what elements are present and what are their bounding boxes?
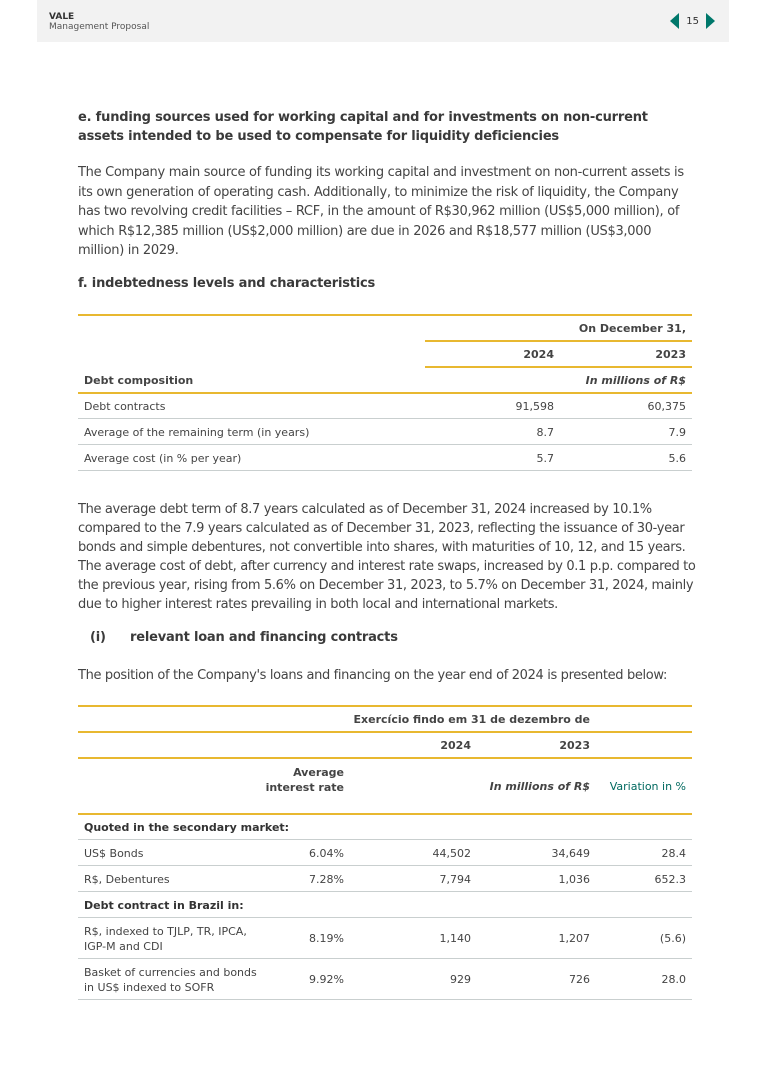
section-i-heading [90,630,398,645]
value-2023: 1,036 [558,873,590,886]
value-2024: 5.7 [536,452,554,465]
value-2023: 1,207 [558,932,590,945]
group-title: Quoted in the secondary market: [84,821,290,834]
rate-value: 6.04% [309,847,344,860]
section-f-paragraph: The average debt term of 8.7 years calculated as of December 31, 2024 increased by 10.1% compared to the 7.9 years calculated as of December 31, 2023, reflecting the issuance of 30-year bonds and simple debentures, not convertible into shares, with maturities of 10, 12, and 15 years. The average cost of debt, after currency and interest rate swaps, increased by 0.1 p.p. compared to the previous year, rising from 5.6% on December 31, 2023, to 5.7% on December 31, 2024, mainly due to higher interest rates prevailing in both local and international markets. [78,502,696,612]
value-2024: 7,794 [439,873,471,886]
row-label: R$, indexed to TJLP, TR, IPCA, IGP-M and CDI [84,925,247,953]
year-header-2023: 2023 [559,739,590,752]
section-e-heading: e. funding sources used for working capital and for investments on non-current assets intended to be used to compensate for liquidity deficiencies [78,110,648,144]
document-header [37,0,729,42]
value-2023: 60,375 [647,400,686,413]
triangle-right-icon[interactable] [706,13,715,29]
row-divider [78,958,692,959]
table-rule [425,340,692,342]
row-divider [78,999,692,1000]
triangle-left-icon[interactable] [670,13,679,29]
section-i-title: relevant loan and financing contracts [130,630,398,645]
document-subtitle: Management Proposal [49,22,150,32]
rate-value: 8.19% [309,932,344,945]
year-header-2024: 2024 [523,348,554,361]
section-i-number: (i) [90,630,106,645]
variation-value: (5.6) [659,932,686,945]
value-2024: 44,502 [432,847,471,860]
table-rule [78,813,692,815]
row-divider [78,470,692,471]
year-header-2023: 2023 [655,348,686,361]
table-rule [78,314,692,316]
row-divider [78,917,692,918]
value-2024: 8.7 [536,426,554,439]
rate-value: 7.28% [309,873,344,886]
rate-value: 9.92% [309,973,344,986]
value-2024: 91,598 [515,400,554,413]
row-label-header: Debt composition [84,374,194,387]
row-label: Basket of currencies and bonds in US$ indexed to SOFR [84,966,257,994]
table-rule [425,366,692,368]
brand-name: VALE [49,12,75,22]
row-label: Average cost (in % per year) [84,452,242,465]
page-navigator [670,13,715,29]
section-i-intro: The position of the Company's loans and financing on the year end of 2024 is presented below: [78,668,667,683]
section-e-paragraph: The Company main source of funding its working capital and investment on non-current assets is its own generation of operating cash. Additionally, to minimize the risk of liquidity, the Company has two revolving credit facilities – RCF, in the amount of R$30,962 million (US$5,000 million), of which R$12,385 million (US$2,000 million) are due in 2026 and R$18,577 million (US$3,000 million) in 2029. [78,165,684,258]
variation-value: 28.4 [661,847,686,860]
value-2024: 929 [450,973,471,986]
unit-label: In millions of R$ [585,374,686,387]
table-rule [78,392,692,394]
unit-label: In millions of R$ [489,780,590,793]
row-divider [78,444,692,445]
variation-value: 28.0 [661,973,686,986]
row-label: Average of the remaining term (in years) [84,426,310,439]
row-divider [78,839,692,840]
table-rule [78,705,692,707]
value-2023: 34,649 [551,847,590,860]
row-label: R$, Debentures [84,873,170,886]
table-rule [78,757,692,759]
page-number: 15 [686,15,699,27]
row-label: Debt contracts [84,400,166,413]
variation-value: 652.3 [654,873,686,886]
variation-header: Variation in % [609,780,686,793]
value-2023: 7.9 [668,426,686,439]
row-divider [78,418,692,419]
year-header-2024: 2024 [440,739,471,752]
group-title: Debt contract in Brazil in: [84,899,244,912]
group-header: Exercício findo em 31 de dezembro de [353,713,590,726]
row-divider [78,865,692,866]
value-2023: 726 [569,973,590,986]
rate-header: Average interest rate [265,766,344,794]
row-label: US$ Bonds [84,847,144,860]
row-divider [78,891,692,892]
table-rule [78,731,692,733]
value-2024: 1,140 [439,932,471,945]
section-f-heading: f. indebtedness levels and characteristics [78,276,376,291]
value-2023: 5.6 [668,452,686,465]
group-header: On December 31, [578,322,686,335]
